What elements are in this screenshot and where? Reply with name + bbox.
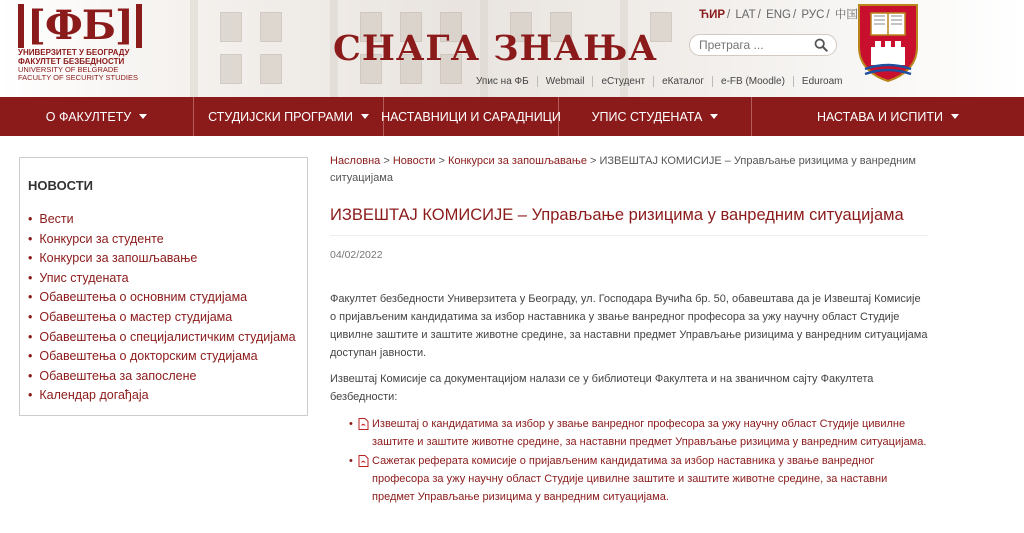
site-header [0, 0, 1024, 97]
sidebar-item-job-competitions[interactable]: • Конкурси за запошљавање [28, 249, 296, 269]
document-link[interactable] [349, 452, 930, 506]
list-bullet: • [349, 455, 353, 467]
site-motto: СНАГА ЗНАЊА [333, 28, 658, 69]
lang-english[interactable]: ENG [766, 9, 791, 21]
nav-label: УПИС СТУДЕНАТА [591, 109, 703, 124]
document-list [349, 415, 930, 506]
language-switcher [698, 6, 859, 22]
pdf-icon [358, 418, 369, 430]
sidebar-item-master-notices[interactable]: • Обавештења о мастер студијама [28, 308, 296, 328]
list-bullet: • [349, 418, 353, 430]
lang-separator: / [757, 9, 761, 21]
logo-university-line: УНИВЕРЗИТЕТ У БЕОГРАДУ [18, 48, 130, 57]
quick-link-ecatalog[interactable]: еКаталог [653, 76, 712, 87]
quick-link-webmail[interactable]: Webmail [537, 76, 593, 87]
nav-label: О ФАКУЛТЕТУ [45, 109, 132, 124]
article-title: ИЗВЕШТАЈ КОМИСИЈЕ – Управљање ризицима у ванредним ситуацијама [330, 206, 928, 236]
crest-icon[interactable] [857, 3, 919, 83]
breadcrumb [330, 153, 930, 187]
nav-student-enrollment[interactable] [559, 97, 752, 136]
lang-separator: / [727, 9, 731, 21]
sidebar-item-undergraduate-notices[interactable]: • Обавештења о основним студијама [28, 288, 296, 308]
sidebar-item-specialist-notices[interactable]: • Обавештења о специјалистичким студијама [28, 328, 296, 348]
sidebar-title: НОВОСТИ [28, 178, 94, 193]
search-icon[interactable] [814, 38, 828, 52]
document-title: Сажетак реферата комисије о пријављеним кандидатима за избор наставника у звање ванредног професора за ужу научну област Студије цивилне заштите и заштите животне средине, за наставни предмет Управљање ризицима у ванредним ситуацијама. [372, 455, 888, 503]
lang-cyrillic[interactable]: ЋИР [699, 9, 725, 21]
sidebar-item-doctoral-notices[interactable]: • Обавештења о докторским студијама [28, 347, 296, 367]
article-paragraph: Факултет безбедности Универзитета у Београду, ул. Господара Вучића бр. 50, обавештава да је Извештај Комисије о пријављеним кандидатима за избор наставника у звање ванредног професора за ужу научну област Студије цивилне заштите и заштите животне средине, за наставни предмет Управљање ризицима у ванредним ситуацијама доступан јавности. [330, 293, 928, 359]
nav-label: НАСТАВНИЦИ И САРАДНИЦИ [381, 109, 561, 124]
pdf-icon [358, 455, 369, 467]
breadcrumb-separator: > [380, 155, 393, 167]
news-sidebar [19, 157, 308, 416]
document-link[interactable] [349, 415, 930, 451]
nav-label: НАСТАВА И ИСПИТИ [816, 109, 944, 124]
chevron-down-icon [951, 114, 959, 119]
chevron-down-icon [139, 114, 147, 119]
article-paragraph: Извештај Комисије са документацијом налази се у библиотеци Факултета и на званичном сајту Факултета безбедности: [330, 373, 874, 403]
logo-mark: [ФБ] [18, 4, 142, 48]
breadcrumb-separator: > [435, 155, 448, 167]
breadcrumb-current: ИЗВЕШТАЈ КОМИСИЈЕ – Управљање ризицима у ванредним ситуацијама [330, 155, 916, 184]
logo-faculty-en: FACULTY OF SECURITY STUDIES [18, 73, 139, 82]
lang-chinese[interactable]: 中国 [834, 9, 858, 21]
quick-link-enrollment[interactable]: Упис на ФБ [476, 76, 529, 87]
sidebar-item-news[interactable]: • Вести [28, 210, 296, 230]
quick-links [476, 76, 851, 87]
chevron-down-icon [361, 114, 369, 119]
lang-separator: / [826, 9, 830, 21]
breadcrumb-home[interactable]: Насловна [330, 155, 381, 167]
breadcrumb-job-competitions[interactable]: Конкурси за запошљавање [447, 155, 587, 167]
sidebar-item-enrollment[interactable]: • Упис студената [28, 269, 296, 289]
logo-university-en: UNIVERSITY OF BELGRADE [18, 65, 119, 74]
article [330, 153, 930, 507]
sidebar-item-event-calendar[interactable]: • Календар догађаја [28, 386, 296, 406]
quick-link-estudent[interactable]: еСтудент [592, 76, 653, 87]
sidebar-item-student-competitions[interactable]: • Конкурси за студенте [28, 230, 296, 250]
lang-separator: / [792, 9, 797, 21]
search-box [689, 34, 837, 56]
nav-label: СТУДИЈСКИ ПРОГРАМИ [208, 109, 353, 124]
lang-latin[interactable]: LAT [735, 9, 756, 21]
main-nav [0, 97, 1024, 136]
quick-link-eduroam[interactable]: Eduroam [793, 76, 851, 87]
lang-russian[interactable]: РУС [801, 9, 825, 21]
nav-teaching-exams[interactable] [752, 97, 1024, 136]
nav-about-faculty[interactable] [0, 97, 194, 136]
chevron-down-icon [710, 114, 718, 119]
sidebar-item-employee-notices[interactable]: • Обавештења за запослене [28, 367, 296, 387]
faculty-logo[interactable] [18, 2, 139, 86]
nav-study-programs[interactable] [194, 97, 384, 136]
quick-link-moodle[interactable]: e-FB (Moodle) [712, 76, 793, 87]
article-date: 04/02/2022 [330, 249, 383, 261]
nav-teachers[interactable] [381, 97, 561, 136]
document-title: Извештај о кандидатима за избор у звање ванредног професора за ужу научну област Студије цивилне заштите и заштите животне средине, за наставни предмет Управљање ризицима у ванредним ситуацијама. [372, 418, 927, 448]
search-input[interactable] [699, 35, 809, 55]
logo-faculty-line: ФАКУЛТЕТ БЕЗБЕДНОСТИ [18, 57, 125, 66]
breadcrumb-news[interactable]: Новости [392, 155, 436, 167]
sidebar-list [28, 210, 296, 406]
breadcrumb-separator: > [586, 155, 600, 167]
